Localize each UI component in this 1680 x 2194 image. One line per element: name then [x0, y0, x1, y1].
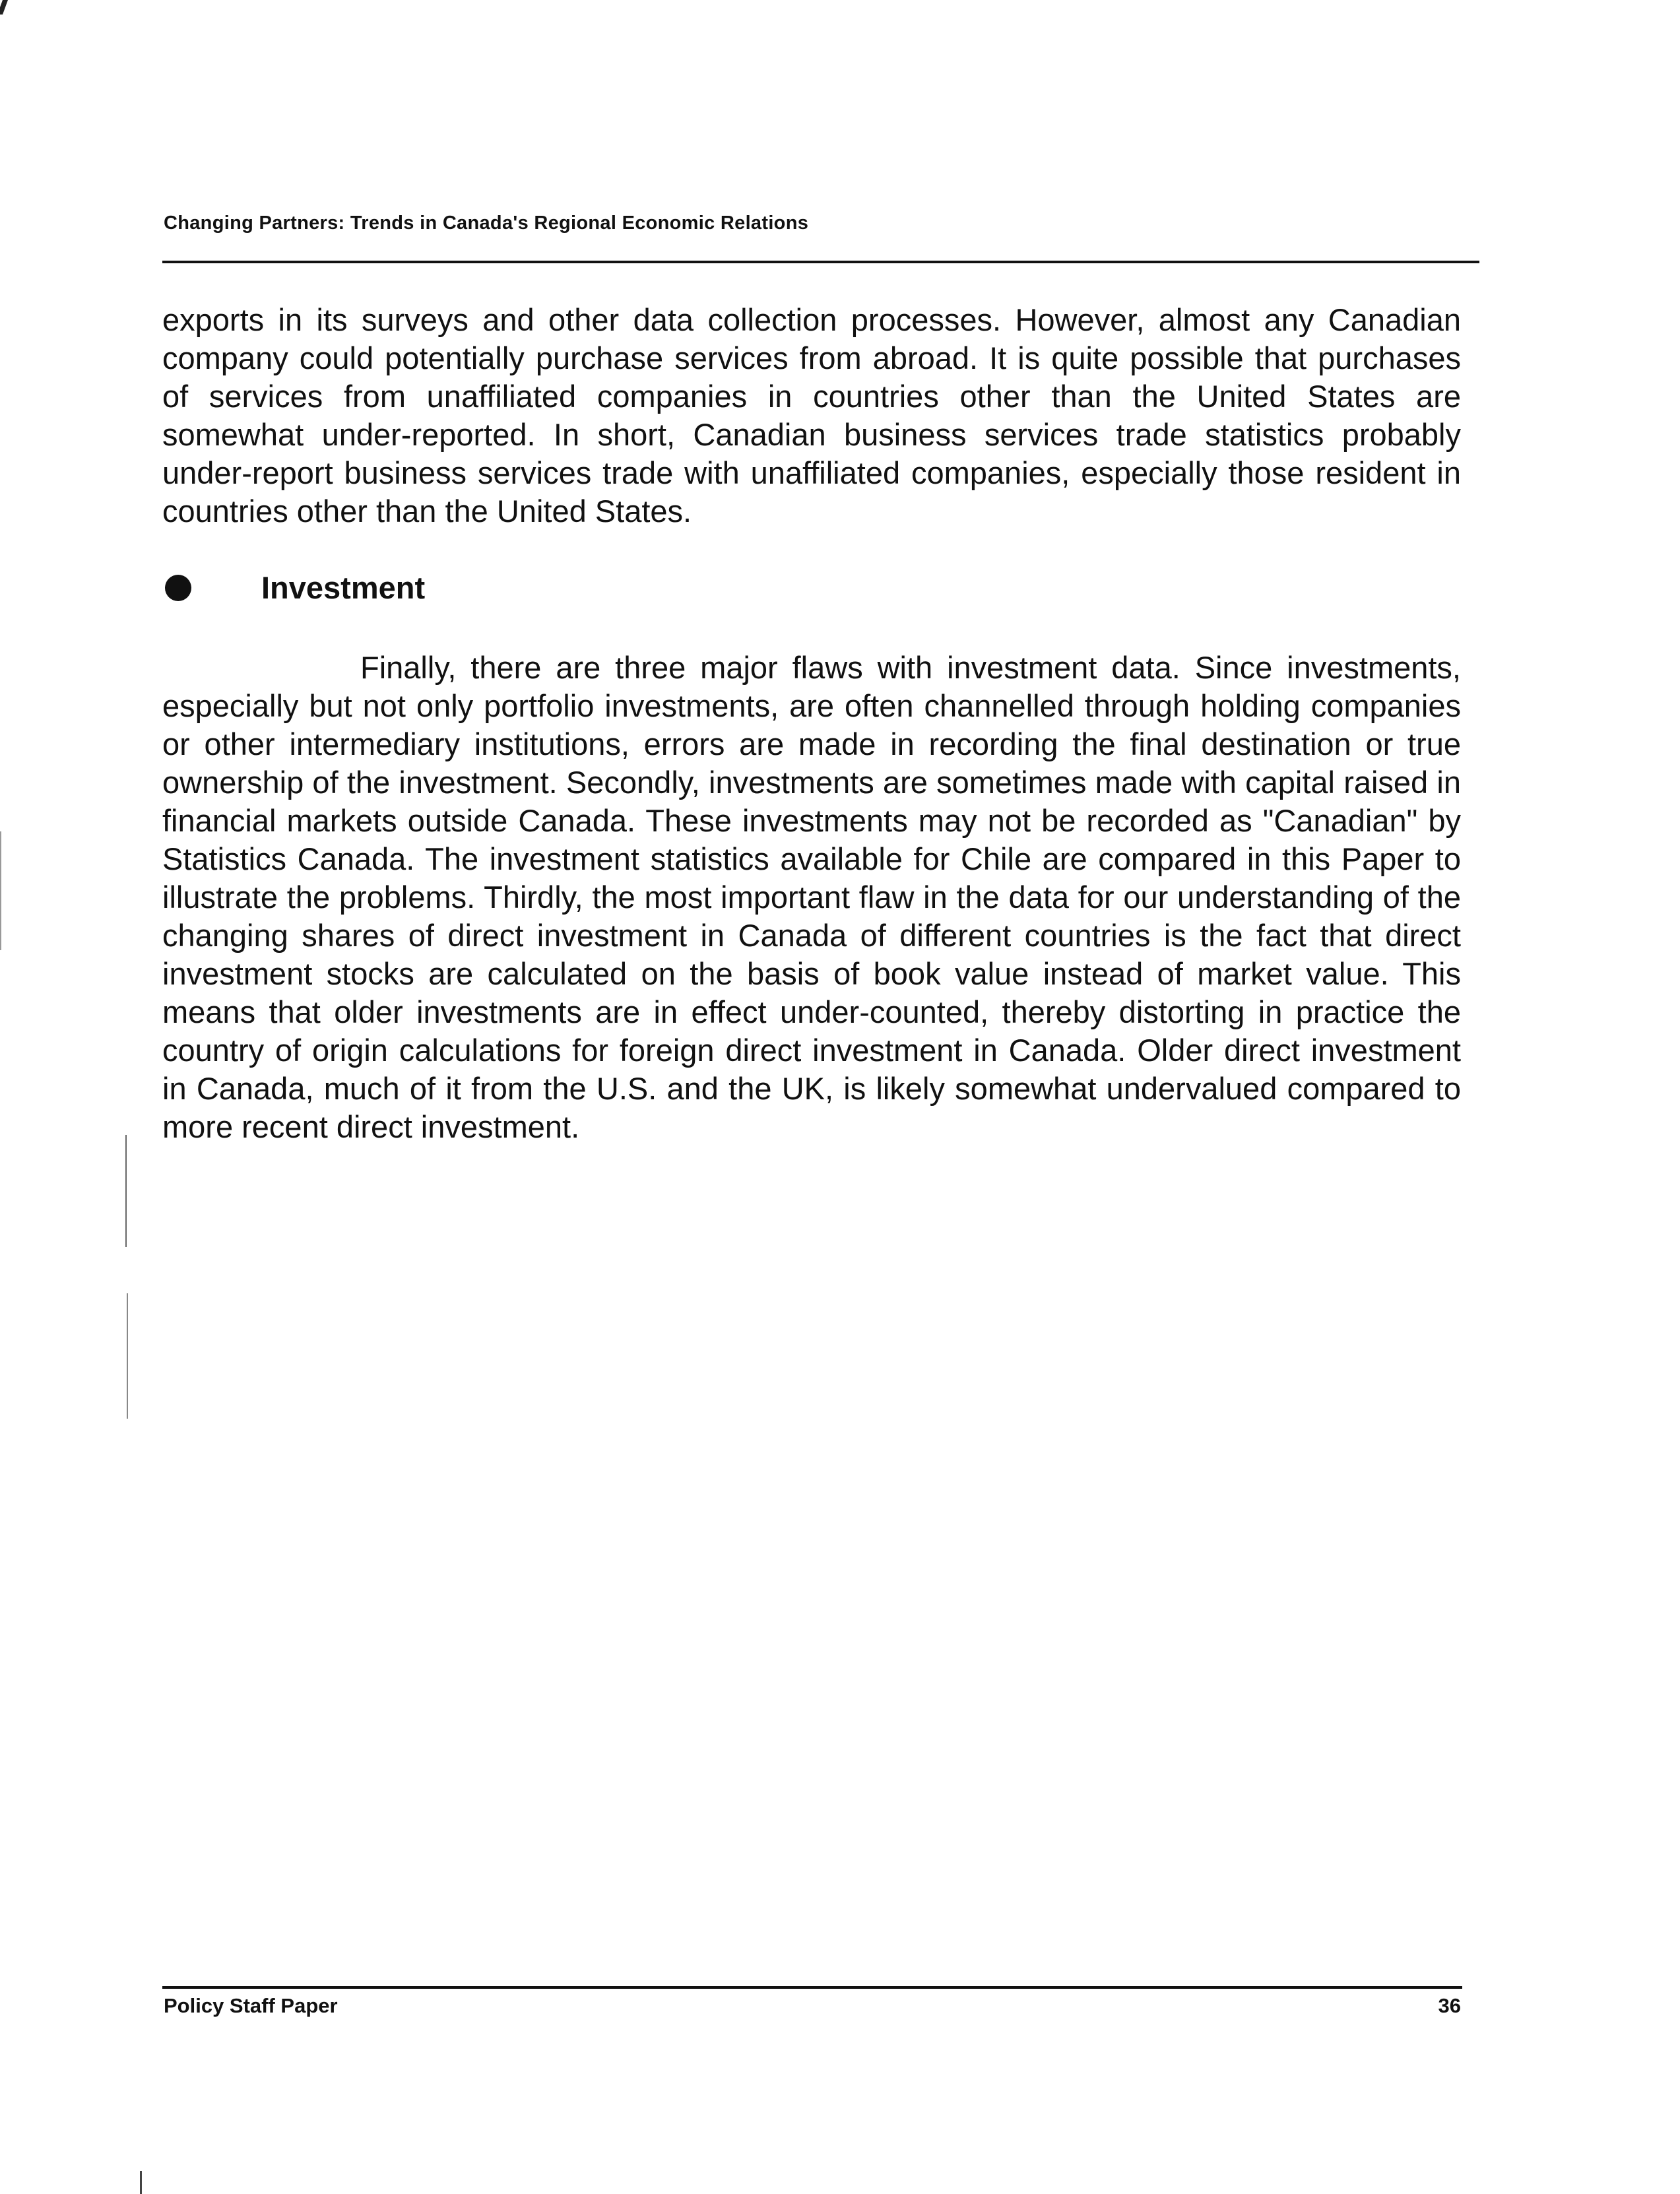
section-heading-text: Investment	[261, 570, 426, 605]
body-paragraph: Finally, there are three major flaws with investment data. Since investments, especially but not only portfolio investments, are often channelled through holding companies or other intermediary institutions, errors are made in recording the final destination or true ownership of the investment. Secondly, investments are sometimes made with capital raised in financial markets outside Canada. These investments may not be recorded as "Canadian" by Statistics Canada. The investment statistics available for Chile are compared in this Paper to illustrate the problems. Thirdly, the most important flaw in the data for our understanding of the changing shares of direct investment in Canada of different countries is the fact that direct investment stocks are calculated on the basis of book value instead of market value. This means that older investments are in effect under-counted, thereby distorting in practice the country of origin calculations for foreign direct investment in Canada. Older direct investment in Canada, much of it from the U.S. and the UK, is likely somewhat undervalued compared to more recent direct investment.	[162, 650, 1461, 1144]
header-rule	[162, 261, 1479, 263]
running-header: Changing Partners: Trends in Canada's Regional Economic Relations	[164, 212, 809, 234]
footer-publication: Policy Staff Paper	[164, 1994, 338, 2017]
body-paragraph: exports in its surveys and other data collection processes. However, almost any Canadian company could potentially purchase services from abroad. It is quite possible that purchases of services from unaffiliated companies in countries other than the United States are somewhat under-reported. In short, Canadian business services trade statistics probably under-report business services trade with unaffiliated companies, especially those resident in countries other than the United States.	[162, 302, 1461, 529]
scan-mark	[127, 1293, 128, 1419]
section-heading	[162, 569, 426, 607]
scan-mark	[0, 831, 1, 950]
scan-mark	[125, 1135, 127, 1247]
scan-mark	[140, 2171, 142, 2194]
bullet-icon	[165, 575, 191, 601]
page-number: 36	[1438, 1994, 1461, 2017]
scan-mark	[0, 0, 8, 15]
footer-rule	[162, 1986, 1462, 1989]
